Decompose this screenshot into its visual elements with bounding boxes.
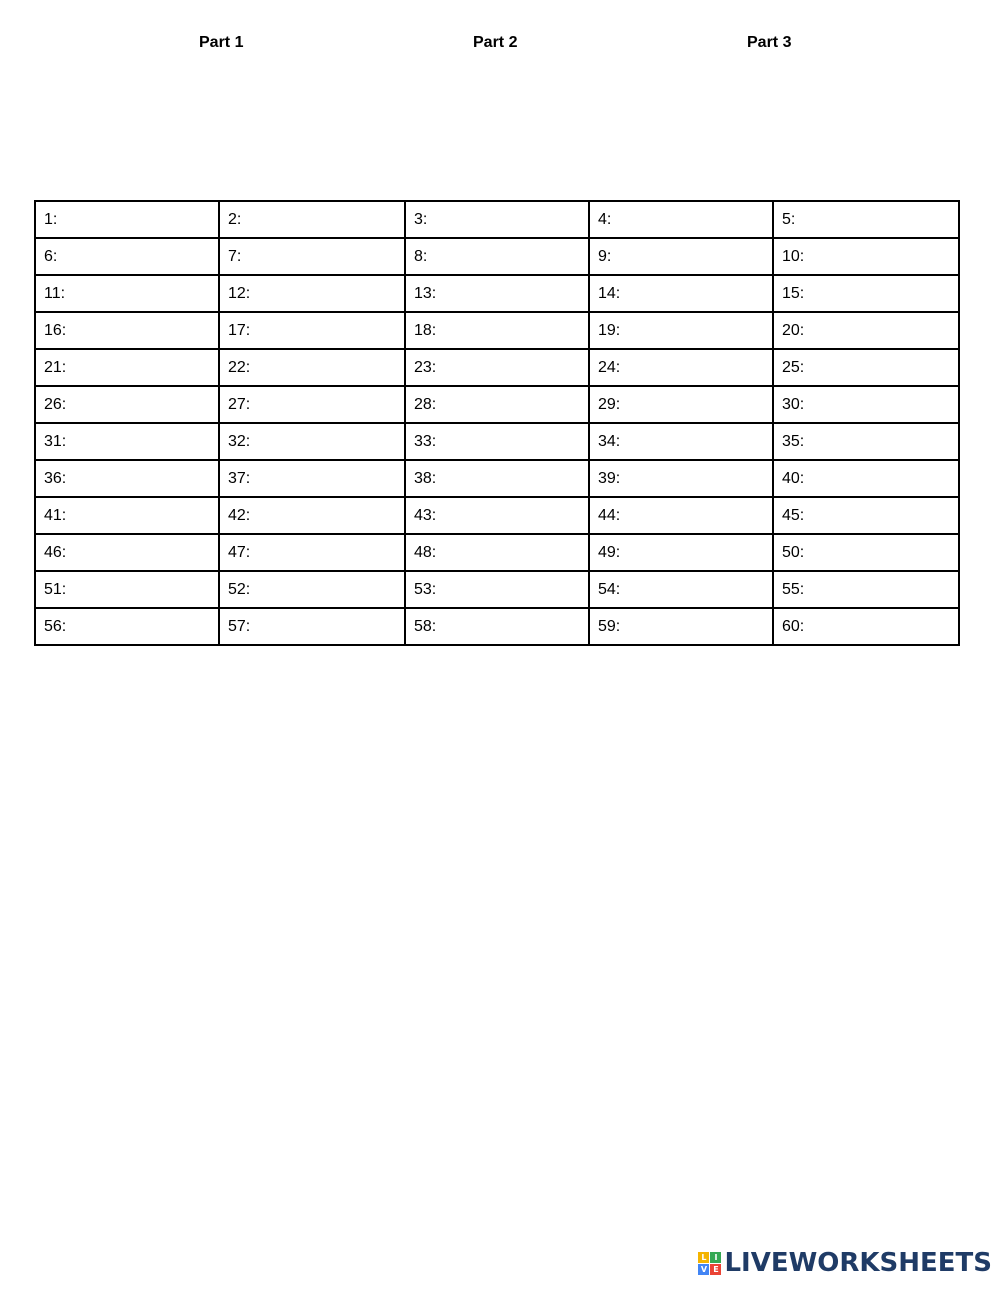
answer-row [35, 571, 959, 608]
answer-cell[interactable]: 19: [589, 312, 773, 349]
answer-row [35, 201, 959, 238]
answer-cell[interactable]: 45: [773, 497, 959, 534]
answer-cell[interactable]: 20: [773, 312, 959, 349]
answer-cell[interactable]: 25: [773, 349, 959, 386]
answer-row [35, 238, 959, 275]
logo-letter-tile: V [698, 1264, 709, 1275]
answer-cell[interactable]: 36: [35, 460, 219, 497]
answer-cell[interactable]: 51: [35, 571, 219, 608]
answer-cell[interactable]: 12: [219, 275, 405, 312]
answer-cell[interactable]: 48: [405, 534, 589, 571]
answer-cell[interactable]: 28: [405, 386, 589, 423]
answer-cell[interactable]: 18: [405, 312, 589, 349]
answer-cell[interactable]: 2: [219, 201, 405, 238]
answer-cell[interactable]: 11: [35, 275, 219, 312]
answer-cell[interactable]: 55: [773, 571, 959, 608]
answer-cell[interactable]: 50: [773, 534, 959, 571]
brand-wordmark: LIVEWORKSHEETS [724, 1248, 992, 1278]
answer-grid-body [35, 201, 959, 645]
answer-cell[interactable]: 34: [589, 423, 773, 460]
logo-letter-tile: I [710, 1252, 721, 1263]
answer-cell[interactable]: 47: [219, 534, 405, 571]
answer-cell[interactable]: 14: [589, 275, 773, 312]
answer-row [35, 497, 959, 534]
answer-row [35, 460, 959, 497]
answer-cell[interactable]: 39: [589, 460, 773, 497]
answer-cell[interactable]: 16: [35, 312, 219, 349]
answer-cell[interactable]: 15: [773, 275, 959, 312]
answer-cell[interactable]: 8: [405, 238, 589, 275]
liveworksheets-brand [698, 1249, 992, 1277]
answer-cell[interactable]: 59: [589, 608, 773, 645]
answer-cell[interactable]: 3: [405, 201, 589, 238]
answer-cell[interactable]: 27: [219, 386, 405, 423]
answer-row [35, 275, 959, 312]
answer-row [35, 534, 959, 571]
answer-cell[interactable]: 33: [405, 423, 589, 460]
answer-cell[interactable]: 1: [35, 201, 219, 238]
logo-letter-tile: E [710, 1264, 721, 1275]
answer-cell[interactable]: 7: [219, 238, 405, 275]
answer-cell[interactable]: 53: [405, 571, 589, 608]
answer-cell[interactable]: 17: [219, 312, 405, 349]
answer-cell[interactable]: 9: [589, 238, 773, 275]
answer-cell[interactable]: 40: [773, 460, 959, 497]
liveworksheets-logo-icon [698, 1252, 721, 1275]
answer-cell[interactable]: 60: [773, 608, 959, 645]
answer-cell[interactable]: 38: [405, 460, 589, 497]
answer-cell[interactable]: 32: [219, 423, 405, 460]
answer-cell[interactable]: 5: [773, 201, 959, 238]
answer-row [35, 312, 959, 349]
part-2-header: Part 2 [473, 34, 518, 51]
answer-cell[interactable]: 37: [219, 460, 405, 497]
answer-row [35, 423, 959, 460]
answer-row [35, 608, 959, 645]
answer-cell[interactable]: 46: [35, 534, 219, 571]
answer-cell[interactable]: 42: [219, 497, 405, 534]
answer-cell[interactable]: 23: [405, 349, 589, 386]
answer-cell[interactable]: 4: [589, 201, 773, 238]
answer-cell[interactable]: 44: [589, 497, 773, 534]
answer-cell[interactable]: 58: [405, 608, 589, 645]
answer-grid [34, 200, 960, 646]
answer-row [35, 349, 959, 386]
answer-cell[interactable]: 10: [773, 238, 959, 275]
answer-cell[interactable]: 24: [589, 349, 773, 386]
answer-cell[interactable]: 56: [35, 608, 219, 645]
answer-cell[interactable]: 49: [589, 534, 773, 571]
part-1-header: Part 1 [199, 34, 244, 51]
answer-cell[interactable]: 13: [405, 275, 589, 312]
answer-cell[interactable]: 31: [35, 423, 219, 460]
answer-cell[interactable]: 29: [589, 386, 773, 423]
answer-cell[interactable]: 52: [219, 571, 405, 608]
answer-cell[interactable]: 35: [773, 423, 959, 460]
part-3-header: Part 3 [747, 34, 792, 51]
answer-cell[interactable]: 26: [35, 386, 219, 423]
answer-cell[interactable]: 57: [219, 608, 405, 645]
logo-letter-tile: L [698, 1252, 709, 1263]
answer-cell[interactable]: 22: [219, 349, 405, 386]
answer-cell[interactable]: 43: [405, 497, 589, 534]
answer-cell[interactable]: 21: [35, 349, 219, 386]
answer-cell[interactable]: 30: [773, 386, 959, 423]
answer-cell[interactable]: 54: [589, 571, 773, 608]
answer-cell[interactable]: 41: [35, 497, 219, 534]
answer-cell[interactable]: 6: [35, 238, 219, 275]
answer-row [35, 386, 959, 423]
